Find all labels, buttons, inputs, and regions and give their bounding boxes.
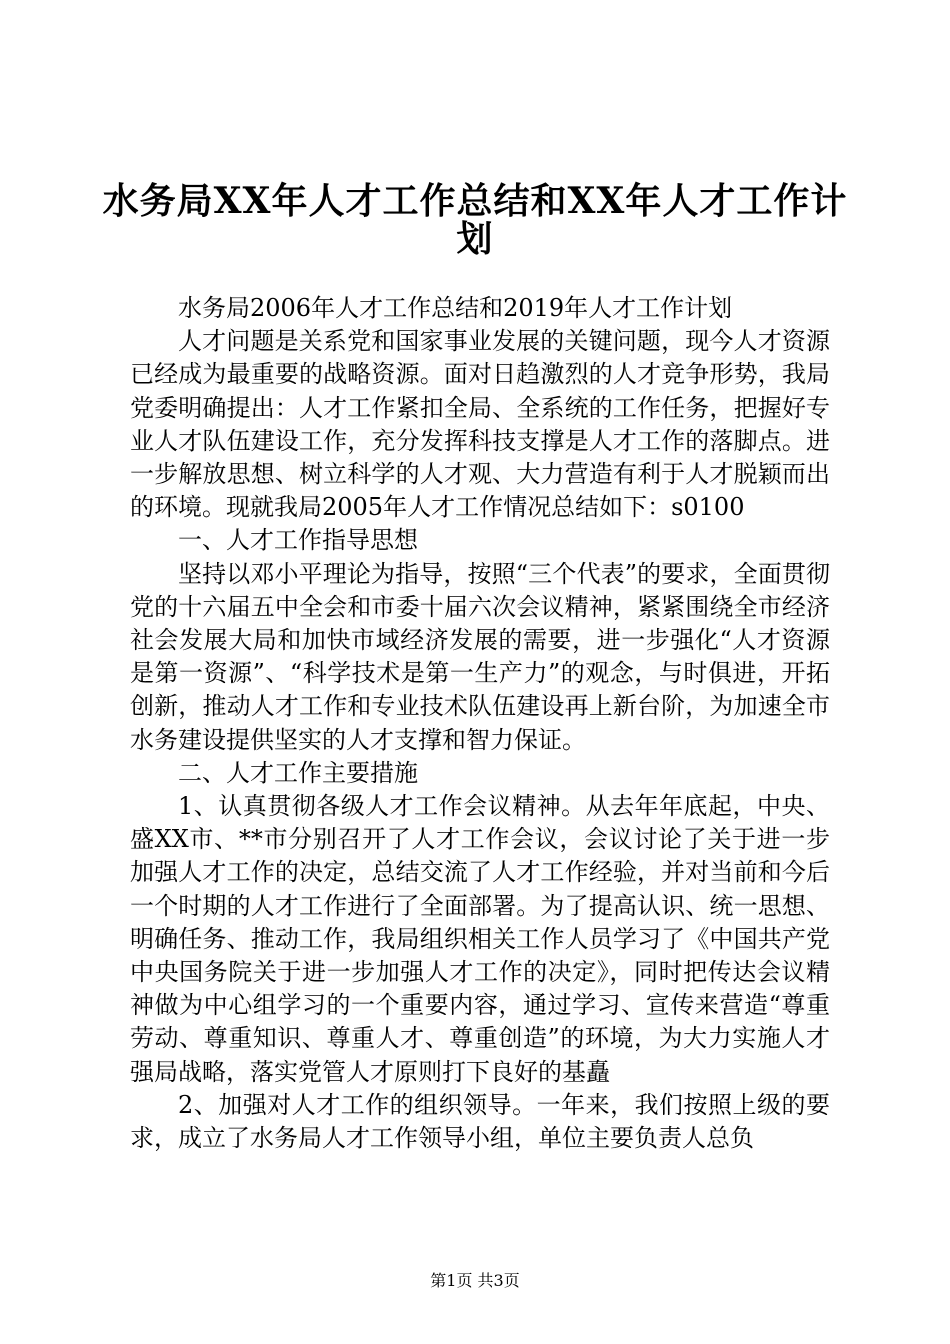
section-heading-1: 一、人才工作指导思想 [178,526,418,555]
paragraph-subtitle: 水务局2006年人才工作总结和2019年人才工作计划 [178,294,733,322]
paragraph-intro: 人才问题是关系党和国家事业发展的关键问题，现今人才资源已经成为最重要的战略资源。面对日趋激烈的人才竞争形势，我局党委明确提出：人才工作紧扣全局、全系统的工作任务，把握好专业人才队伍建设工作，充分发挥科技支撑是人才工作的落脚点。进一步解放思想、树立科学的人才观、大力营造有利于人才脱颖而出的环境。现就我局2005年人才工作情况总结如下：s0100 [130,327,830,522]
paragraph-measure-2: 2、加强对人才工作的组织领导。一年来，我们按照上级的要求，成立了水务局人才工作领导小组，单位主要负责人总负 [130,1090,830,1153]
page-footer: 第1页 共3页 [430,1271,520,1290]
paragraph-measure-1: 1、认真贯彻各级人才工作会议精神。从去年年底起，中央、盛XX市、**市分别召开了人才工作会议，会议讨论了关于进一步加强人才工作的决定，总结交流了人才工作经验，并对当前和今后一个时期的人才工作进行了全面部署。为了提高认识、统一思想、明确任务、推动工作，我局组织相关工作人员学习了《中国共产党中央国务院关于进一步加强人才工作的决定》，同时把传达会议精神做为中心组学习的一个重要内容，通过学习、宣传来营造“尊重劳动、尊重知识、尊重人才、尊重创造”的环境，为大力实施人才强局战略，落实党管人才原则打下良好的基矗 [130,792,830,1086]
section-heading-2: 二、人才工作主要措施 [178,758,418,787]
document-title: 水务局XX年人才工作总结和XX年人才工作计 [102,180,848,222]
document-body [130,292,830,1155]
paragraph-guiding-ideology: 坚持以邓小平理论为指导，按照“三个代表”的要求，全面贯彻党的十六届五中全会和市委十届六次会议精神，紧紧围绕全市经济社会发展大局和加快市域经济发展的需要，进一步强化“人才资源是第一资源”、“科学技术是第一生产力”的观念，与时俱进，开拓创新，推动人才工作和专业技术队伍建设再上新台阶，为加速全市水务建设提供坚实的人才支撑和智力保证。 [130,559,830,754]
document-title-continued: 划 [456,218,494,260]
